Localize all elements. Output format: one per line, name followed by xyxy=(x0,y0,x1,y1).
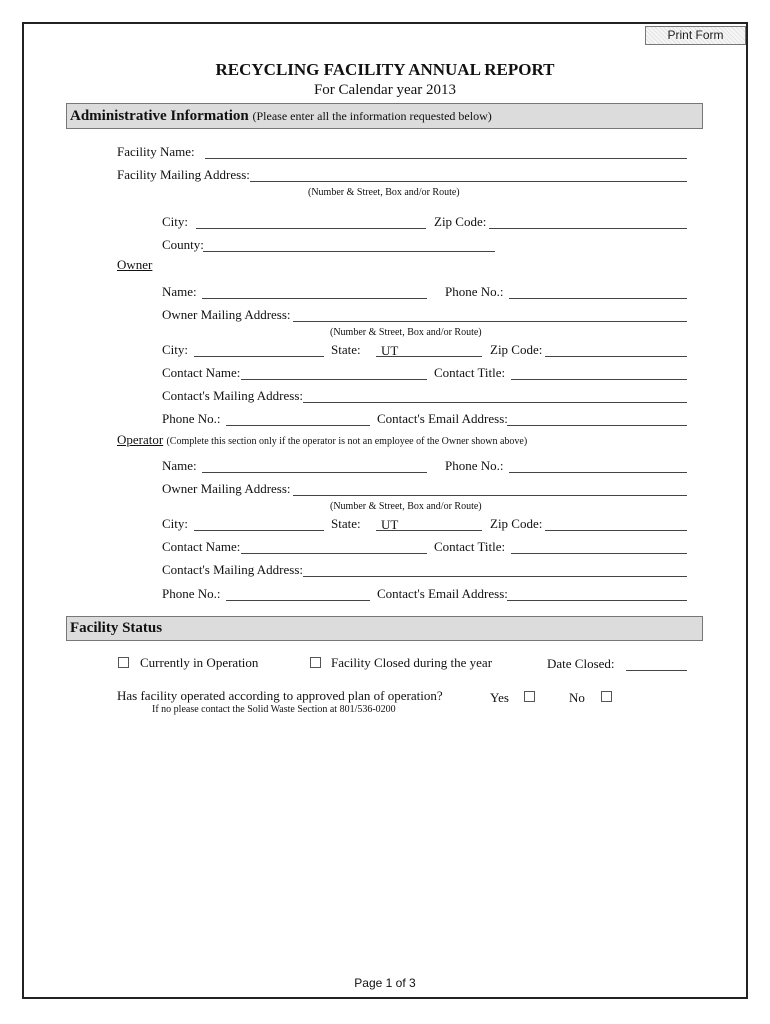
operator-contact-title-label: Contact Title: xyxy=(434,539,506,554)
currently-operating-checkbox[interactable] xyxy=(118,657,129,668)
no-label: No xyxy=(569,690,585,705)
owner-heading: Owner xyxy=(117,257,153,272)
county-label: County: xyxy=(162,237,204,252)
operator-state-value: UT xyxy=(381,517,399,532)
report-subtitle: For Calendar year 2013 xyxy=(313,82,457,98)
owner-mailing-address-field[interactable] xyxy=(293,321,687,322)
operator-contact-mailing-label: Contact's Mailing Address: xyxy=(162,562,304,577)
admin-section-header xyxy=(66,103,703,129)
facility-city-field[interactable] xyxy=(196,228,426,229)
facility-closed-label: Facility Closed during the year xyxy=(331,655,493,670)
owner-phone-field[interactable] xyxy=(509,298,687,299)
operator-contact-title-field[interactable] xyxy=(511,553,687,554)
no-checkbox[interactable] xyxy=(601,691,612,702)
operator-heading-row xyxy=(117,432,527,448)
admin-heading: Administrative Information xyxy=(70,108,249,124)
page-number: Page 1 of 3 xyxy=(354,976,416,990)
operator-phone2-field[interactable] xyxy=(226,600,370,601)
print-form-button[interactable]: Print Form xyxy=(645,26,746,45)
operator-city-label: City: xyxy=(162,516,189,531)
owner-state-value: UT xyxy=(381,343,399,358)
currently-operating-label: Currently in Operation xyxy=(140,655,259,670)
operator-phone2-label: Phone No.: xyxy=(162,586,221,601)
report-title: RECYCLING FACILITY ANNUAL REPORT xyxy=(215,60,555,79)
yes-label: Yes xyxy=(490,690,509,705)
operator-name-field[interactable] xyxy=(202,472,427,473)
facility-closed-checkbox[interactable] xyxy=(310,657,321,668)
owner-state-field[interactable] xyxy=(376,356,482,357)
facility-zip-field[interactable] xyxy=(489,228,687,229)
operator-heading: Operator xyxy=(117,432,164,447)
operator-zip-label: Zip Code: xyxy=(490,516,543,531)
operator-zip-field[interactable] xyxy=(545,530,687,531)
owner-city-label: City: xyxy=(162,342,189,357)
owner-zip-label: Zip Code: xyxy=(490,342,543,357)
facility-city-label: City: xyxy=(162,214,189,229)
operator-mailing-address-label: Owner Mailing Address: xyxy=(162,481,291,496)
operator-contact-email-label: Contact's Email Address: xyxy=(377,586,508,601)
owner-state-label: State: xyxy=(331,342,361,357)
owner-phone-label: Phone No.: xyxy=(445,284,504,299)
owner-phone2-label: Phone No.: xyxy=(162,411,221,426)
owner-city-field[interactable] xyxy=(194,356,324,357)
status-section-header xyxy=(66,616,703,641)
operator-city-field[interactable] xyxy=(194,530,324,531)
owner-contact-email-label: Contact's Email Address: xyxy=(377,411,508,426)
operator-mailing-address-field[interactable] xyxy=(293,495,687,496)
owner-contact-mailing-label: Contact's Mailing Address: xyxy=(162,388,304,403)
operator-phone-label: Phone No.: xyxy=(445,458,504,473)
operator-contact-mailing-field[interactable] xyxy=(303,576,687,577)
owner-contact-name-label: Contact Name: xyxy=(162,365,241,380)
owner-contact-title-label: Contact Title: xyxy=(434,365,506,380)
date-closed-label: Date Closed: xyxy=(547,656,615,671)
facility-address-hint: (Number & Street, Box and/or Route) xyxy=(308,187,460,198)
owner-contact-email-field[interactable] xyxy=(507,425,687,426)
operator-contact-name-label: Contact Name: xyxy=(162,539,241,554)
facility-name-field[interactable] xyxy=(205,158,687,159)
status-heading: Facility Status xyxy=(70,620,163,636)
solid-waste-contact-note: If no please contact the Solid Waste Section at 801/536-0200 xyxy=(152,704,396,715)
facility-zip-label: Zip Code: xyxy=(434,214,487,229)
owner-contact-mailing-field[interactable] xyxy=(303,402,687,403)
owner-contact-title-field[interactable] xyxy=(511,379,687,380)
facility-name-label: Facility Name: xyxy=(117,144,195,159)
operator-state-field[interactable] xyxy=(376,530,482,531)
operator-contact-name-field[interactable] xyxy=(241,553,427,554)
operator-state-label: State: xyxy=(331,516,361,531)
yes-checkbox[interactable] xyxy=(524,691,535,702)
owner-phone2-field[interactable] xyxy=(226,425,370,426)
facility-mailing-address-field[interactable] xyxy=(250,181,687,182)
county-field[interactable] xyxy=(203,251,495,252)
admin-note: (Please enter all the information requested below) xyxy=(252,109,492,123)
owner-name-label: Name: xyxy=(162,284,197,299)
operator-address-hint: (Number & Street, Box and/or Route) xyxy=(330,501,482,512)
operator-phone-field[interactable] xyxy=(509,472,687,473)
date-closed-field[interactable] xyxy=(626,670,687,671)
owner-mailing-address-label: Owner Mailing Address: xyxy=(162,307,291,322)
plan-question: Has facility operated according to approved plan of operation? xyxy=(117,688,443,703)
facility-mailing-address-label: Facility Mailing Address: xyxy=(117,167,250,182)
owner-contact-name-field[interactable] xyxy=(241,379,427,380)
operator-note: (Complete this section only if the operator is not an employee of the Owner shown above) xyxy=(166,436,528,447)
operator-contact-email-field[interactable] xyxy=(507,600,687,601)
operator-name-label: Name: xyxy=(162,458,197,473)
owner-name-field[interactable] xyxy=(202,298,427,299)
owner-address-hint: (Number & Street, Box and/or Route) xyxy=(330,327,482,338)
owner-zip-field[interactable] xyxy=(545,356,687,357)
